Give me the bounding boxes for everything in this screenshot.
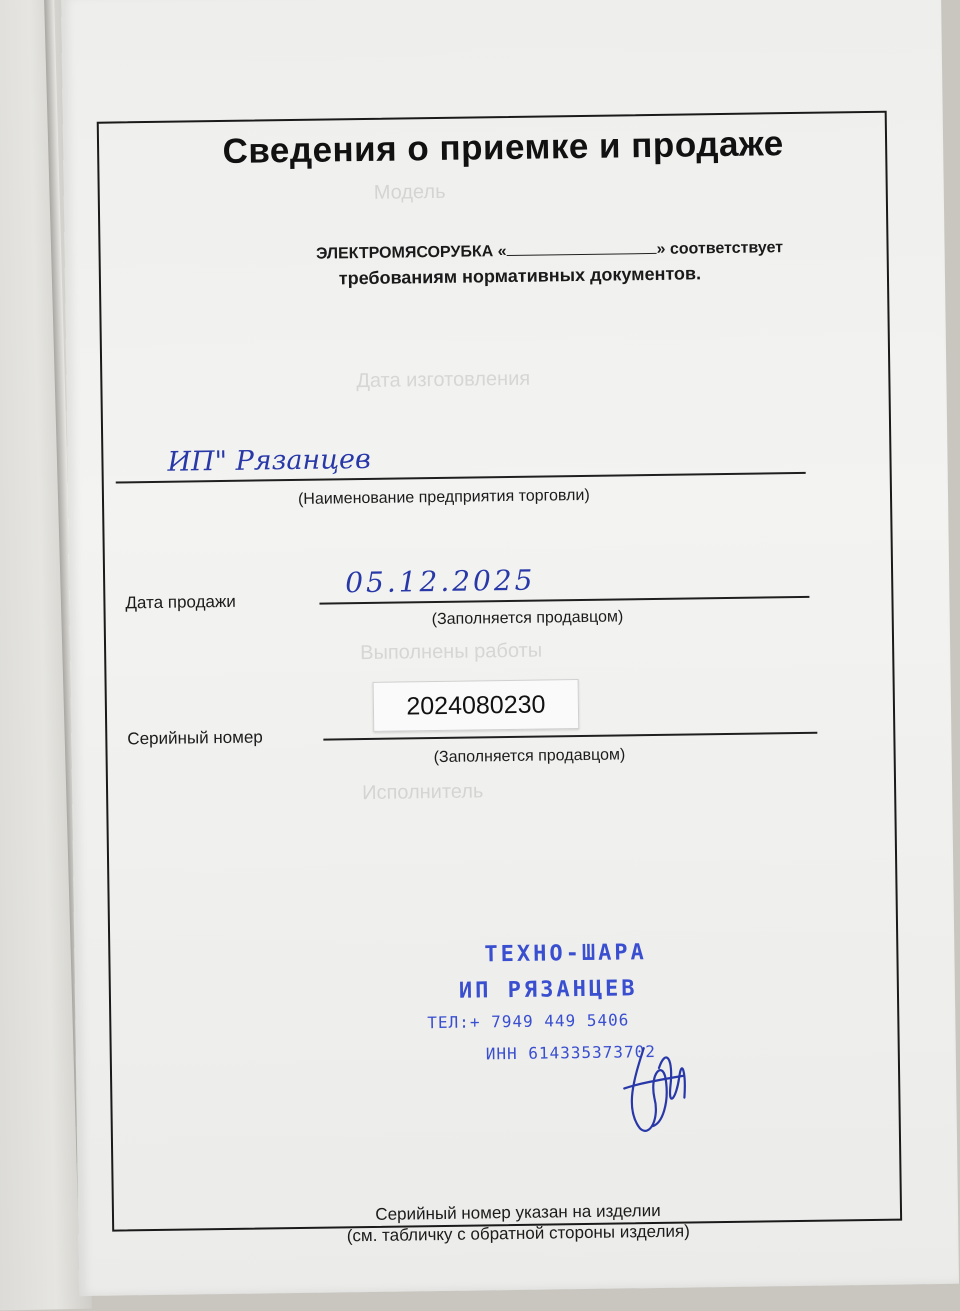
- serial-label: Серийный номер: [127, 727, 263, 749]
- compliance-line: требованиям нормативных документов.: [338, 263, 702, 289]
- stamp-company: ТЕХНО-ШАРА: [484, 940, 648, 968]
- seller-handwritten: ИП" Рязанцев: [167, 443, 371, 478]
- serial-sticker: 2024080230: [373, 679, 580, 732]
- page-title: Сведения о приемке и продаже: [222, 124, 784, 171]
- product-statement: [224, 235, 875, 292]
- signature-image: [603, 1027, 695, 1138]
- show-through-text: Исполнитель: [361, 780, 484, 805]
- seller-caption: (Наименование предприятия торговли): [297, 486, 590, 508]
- footer-line2: (см. табличку с обратной стороны изделия): [346, 1221, 690, 1246]
- product-suffix: » соответствует: [656, 239, 784, 258]
- warranty-page: [61, 0, 959, 1296]
- stamp-inn: ИНН 614335373702: [485, 1042, 657, 1064]
- sale-date-label: Дата продажи: [125, 591, 236, 613]
- sale-date-handwritten: 05.12.2025: [344, 563, 536, 600]
- footer-line1: Серийный номер указан на изделии: [375, 1200, 661, 1224]
- stamp-phone: ТЕЛ:+ 7949 449 5406: [427, 1010, 630, 1033]
- sale-date-caption: (Заполняется продавцом): [431, 608, 624, 629]
- show-through-text: Выполнены работы: [360, 639, 543, 665]
- product-prefix: ЭЛЕКТРОМЯСОРУБКА «: [315, 243, 507, 263]
- serial-caption: (Заполняется продавцом): [433, 746, 626, 767]
- show-through-text: Дата изготовления: [356, 367, 531, 393]
- show-through-text: Модель: [373, 180, 446, 204]
- product-name-blank: [506, 239, 656, 256]
- stamp-owner: ИП РЯЗАНЦЕВ: [458, 976, 638, 1004]
